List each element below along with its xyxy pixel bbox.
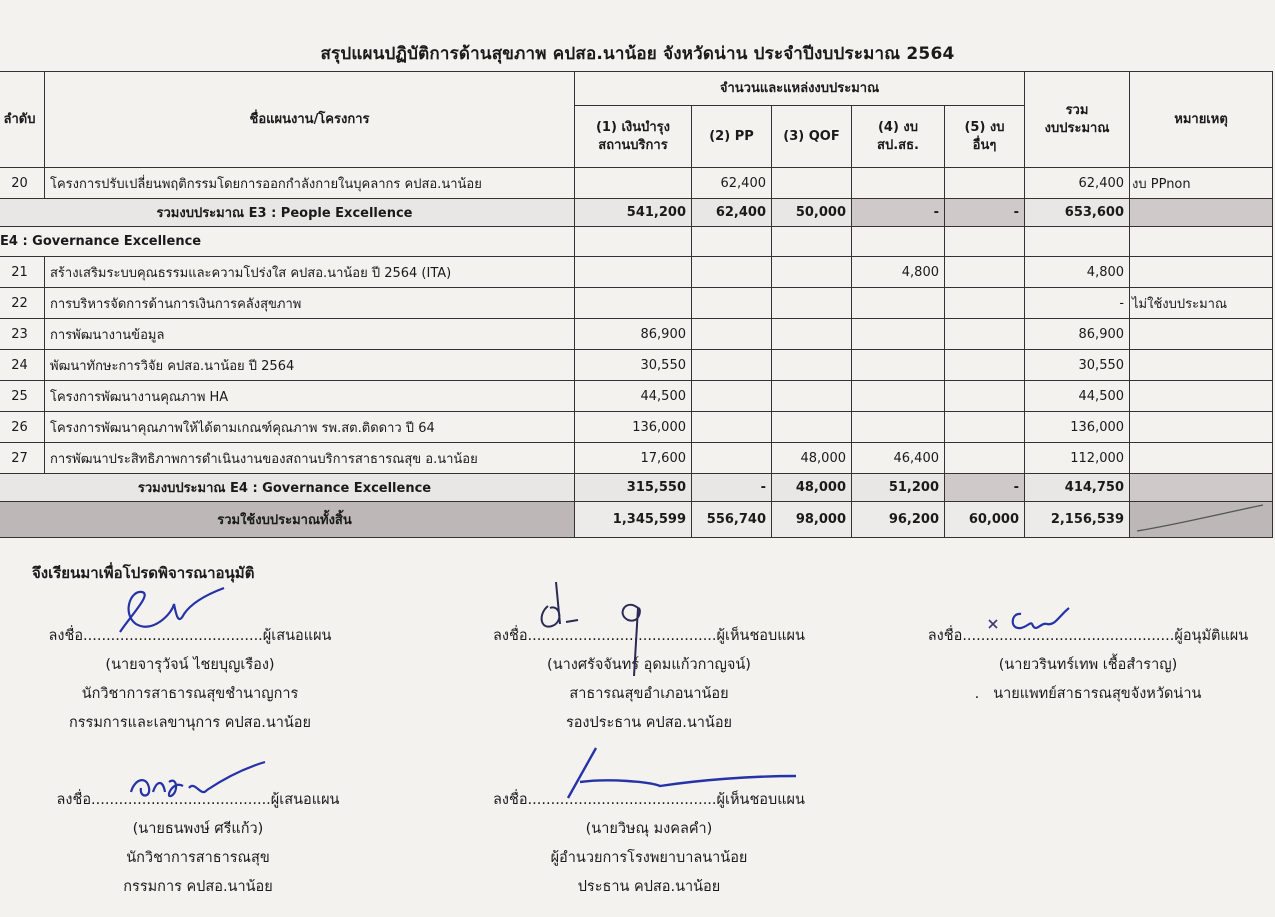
cell-src5 [945,288,1025,319]
header-total-line1: รวม [1065,102,1089,118]
cell-src5 [945,381,1025,412]
row-name: การพัฒนางานข้อมูล [45,319,575,350]
table-row [0,257,1273,288]
header-src1 [575,106,692,168]
handwritten-signature-5 [560,742,800,802]
dotted-line: ......................................... [527,792,717,808]
section-row-e4 [0,227,1273,257]
dotted-line: ....................................... [83,628,263,644]
table-row [0,381,1273,412]
cell-src5 [945,257,1025,288]
signer-position [918,680,1258,709]
dotted-line: .............................................. [962,628,1175,644]
header-src5-line2: อื่นๆ [972,137,997,153]
cell-src5: - [945,474,1025,502]
row-name: การพัฒนาประสิทธิภาพการดำเนินงานของสถานบริการสาธารณสุข อ.นาน้อย [45,443,575,474]
signer-committee: กรรมการและเลขานุการ คปสอ.นาน้อย [68,715,311,731]
header-no: ลำดับ [0,72,45,168]
signature-prefix: ลงชื่อ [493,628,528,644]
cell-src3 [772,350,852,381]
cell-src5 [945,412,1025,443]
bullet-dot: . [974,686,980,702]
cell-src2: - [692,474,772,502]
cell-src1 [575,168,692,199]
cell-src2 [692,319,772,350]
signer-name: (นายวรินทร์เทพ เชื้อสำราญ) [998,657,1178,673]
cell-src2: 62,400 [692,168,772,199]
cell-src4: 51,200 [852,474,945,502]
cell-src1: 136,000 [575,412,692,443]
cell-src3: 48,000 [772,474,852,502]
signature-block-1 [40,622,340,738]
row-name: โครงการพัฒนาคุณภาพให้ได้ตามเกณฑ์คุณภาพ รพ.สต.ติดดาว ปี 64 [45,412,575,443]
cell-src3 [772,412,852,443]
cell-src3: 48,000 [772,443,852,474]
cell-src1: 30,550 [575,350,692,381]
cell-total: - [1025,288,1130,319]
row-no: 24 [0,350,45,381]
cell-src2: 62,400 [692,199,772,227]
cell-src3 [772,288,852,319]
cell-src4 [852,350,945,381]
cell-total: 112,000 [1025,443,1130,474]
cell-src2 [692,443,772,474]
cell-total: 44,500 [1025,381,1130,412]
signature-role: ผู้เห็นชอบแผน [716,792,805,808]
dotted-line: ......................................... [527,628,717,644]
signature-block-5 [484,786,814,902]
cell-remark: ไม่ใช้งบประมาณ [1130,288,1273,319]
handwritten-signature-4 [125,758,270,806]
cell-src4 [852,288,945,319]
header-remark: หมายเหตุ [1130,72,1273,168]
section-cell [1025,227,1130,257]
cell-src5 [945,168,1025,199]
cell-src1: 17,600 [575,443,692,474]
cell-src5: - [945,199,1025,227]
signature-role: ผู้เสนอแผน [262,628,332,644]
signature-prefix: ลงชื่อ [56,792,92,808]
cell-src1: 1,345,599 [575,502,692,538]
signature-prefix: ลงชื่อ [493,792,528,808]
grand-total-label: รวมใช้งบประมาณทั้งสิ้น [0,502,575,538]
signer-position-text: นายแพทย์สาธารณสุขจังหวัดน่าน [993,686,1202,702]
signature-line [918,622,1258,651]
cell-src2 [692,350,772,381]
table-row [0,443,1273,474]
cell-src2: 556,740 [692,502,772,538]
header-src2: (2) PP [692,106,772,168]
cell-remark [1130,443,1273,474]
header-src1-line2: สถานบริการ [598,137,668,153]
cell-total: 30,550 [1025,350,1130,381]
cell-src4: 4,800 [852,257,945,288]
table-row [0,168,1273,199]
cell-src2 [692,412,772,443]
signer-name: (นายธนพงษ์ ศรีแก้ว) [132,821,264,837]
cell-total: 62,400 [1025,168,1130,199]
header-total-line2: งบประมาณ [1044,120,1110,136]
handwritten-signature-3 [985,604,1075,638]
row-no: 21 [0,257,45,288]
cell-src4 [852,319,945,350]
row-no: 22 [0,288,45,319]
cell-total: 414,750 [1025,474,1130,502]
section-cell [1130,227,1273,257]
section-cell [575,227,692,257]
row-no: 25 [0,381,45,412]
cell-remark [1130,319,1273,350]
cell-src3 [772,257,852,288]
header-src4-line1: (4) งบ [877,119,919,135]
cell-src2 [692,257,772,288]
cell-remark [1130,381,1273,412]
row-name: โครงการปรับเปลี่ยนพฤติกรรมโดยการออกกำลังกายในบุคลากร คปสอ.นาน้อย [45,168,575,199]
cell-src3 [772,168,852,199]
cell-src5 [945,350,1025,381]
signature-role: ผู้อนุมัติแผน [1174,628,1249,644]
cell-src1: 315,550 [575,474,692,502]
signer-name: (นายจารุวัจน์ ไชยบุญเรือง) [105,657,275,673]
signer-position: ผู้อำนวยการโรงพยาบาลนาน้อย [550,850,748,866]
dotted-line: ....................................... [91,792,271,808]
strike-mark [1135,503,1265,533]
cell-src5 [945,443,1025,474]
header-src3: (3) QOF [772,106,852,168]
section-cell [852,227,945,257]
table-row [0,288,1273,319]
signature-block-3 [918,622,1258,709]
signature-role: ผู้เสนอแผน [270,792,340,808]
cell-src3: 50,000 [772,199,852,227]
signature-prefix: ลงชื่อ [48,628,84,644]
subtotal-label: รวมงบประมาณ E3 : People Excellence [0,199,575,227]
handwritten-signature-2 [530,578,670,678]
grand-total-row [0,502,1273,538]
cell-total: 653,600 [1025,199,1130,227]
table-row [0,319,1273,350]
cell-src4 [852,381,945,412]
cell-total: 4,800 [1025,257,1130,288]
cell-src5: 60,000 [945,502,1025,538]
row-no: 20 [0,168,45,199]
cell-src4 [852,168,945,199]
row-name: โครงการพัฒนางานคุณภาพ HA [45,381,575,412]
subtotal-label: รวมงบประมาณ E4 : Governance Excellence [0,474,575,502]
header-budget-group: จำนวนและแหล่งงบประมาณ [575,72,1025,106]
signer-committee: ประธาน คปสอ.นาน้อย [577,879,721,895]
cell-remark [1130,199,1273,227]
signature-role: ผู้เห็นชอบแผน [716,628,805,644]
cell-src1: 44,500 [575,381,692,412]
cell-src4: - [852,199,945,227]
cell-total: 86,900 [1025,319,1130,350]
row-no: 27 [0,443,45,474]
cell-src4: 96,200 [852,502,945,538]
section-label: E4 : Governance Excellence [0,227,575,257]
cell-src1 [575,288,692,319]
cell-src1: 541,200 [575,199,692,227]
row-no: 23 [0,319,45,350]
header-total [1025,72,1130,168]
cell-src5 [945,319,1025,350]
section-cell [692,227,772,257]
cell-src2 [692,288,772,319]
header-name: ชื่อแผนงาน/โครงการ [45,72,575,168]
signer-position: นักวิชาการสาธารณสุขชำนาญการ [81,686,299,702]
section-cell [945,227,1025,257]
cell-src3 [772,319,852,350]
row-no: 26 [0,412,45,443]
subtotal-row-e3 [0,199,1273,227]
subtotal-row-e4 [0,474,1273,502]
row-name: การบริหารจัดการด้านการเงินการคลังสุขภาพ [45,288,575,319]
budget-table [0,71,1273,538]
signer-committee: รองประธาน คปสอ.นาน้อย [565,715,733,731]
table-row [0,412,1273,443]
cell-total: 2,156,539 [1025,502,1130,538]
header-src4-line2: สป.สธ. [877,137,919,153]
cell-remark: งบ PPnon [1130,168,1273,199]
cell-remark [1130,474,1273,502]
cell-src1 [575,257,692,288]
cell-src1: 86,900 [575,319,692,350]
document-title: สรุปแผนปฏิบัติการด้านสุขภาพ คปสอ.นาน้อย จังหวัดน่าน ประจำปีงบประมาณ 2564 [320,44,955,64]
table-row [0,350,1273,381]
row-name: สร้างเสริมระบบคุณธรรมและความโปร่งใส คปสอ.นาน้อย ปี 2564 (ITA) [45,257,575,288]
header-row-1 [0,72,1273,106]
cell-total: 136,000 [1025,412,1130,443]
signer-name: (นายวิษณุ มงคลคำ) [585,821,713,837]
signer-name: (นางศรัจจันทร์ อุดมแก้วกาญจน์) [547,657,751,673]
section-cell [772,227,852,257]
cell-src2 [692,381,772,412]
row-name: พัฒนาทักษะการวิจัย คปสอ.นาน้อย ปี 2564 [45,350,575,381]
cell-remark [1130,502,1273,538]
header-src4 [852,106,945,168]
cell-src4: 46,400 [852,443,945,474]
signer-committee: กรรมการ คปสอ.นาน้อย [123,879,273,895]
header-src5-line1: (5) งบ [964,119,1005,135]
intro-text: จึงเรียนมาเพื่อโปรดพิจารณาอนุมัติ [32,564,255,582]
signature-prefix: ลงชื่อ [927,628,963,644]
header-src1-line1: (1) เงินบำรุง [595,119,670,135]
cell-src3 [772,381,852,412]
cell-src4 [852,412,945,443]
signer-position: สาธารณสุขอำเภอนาน้อย [569,686,729,702]
signer-position: นักวิชาการสาธารณสุข [126,850,270,866]
handwritten-signature-1 [112,584,232,636]
cell-src3: 98,000 [772,502,852,538]
cell-remark [1130,350,1273,381]
cell-remark [1130,412,1273,443]
cell-remark [1130,257,1273,288]
header-src5 [945,106,1025,168]
